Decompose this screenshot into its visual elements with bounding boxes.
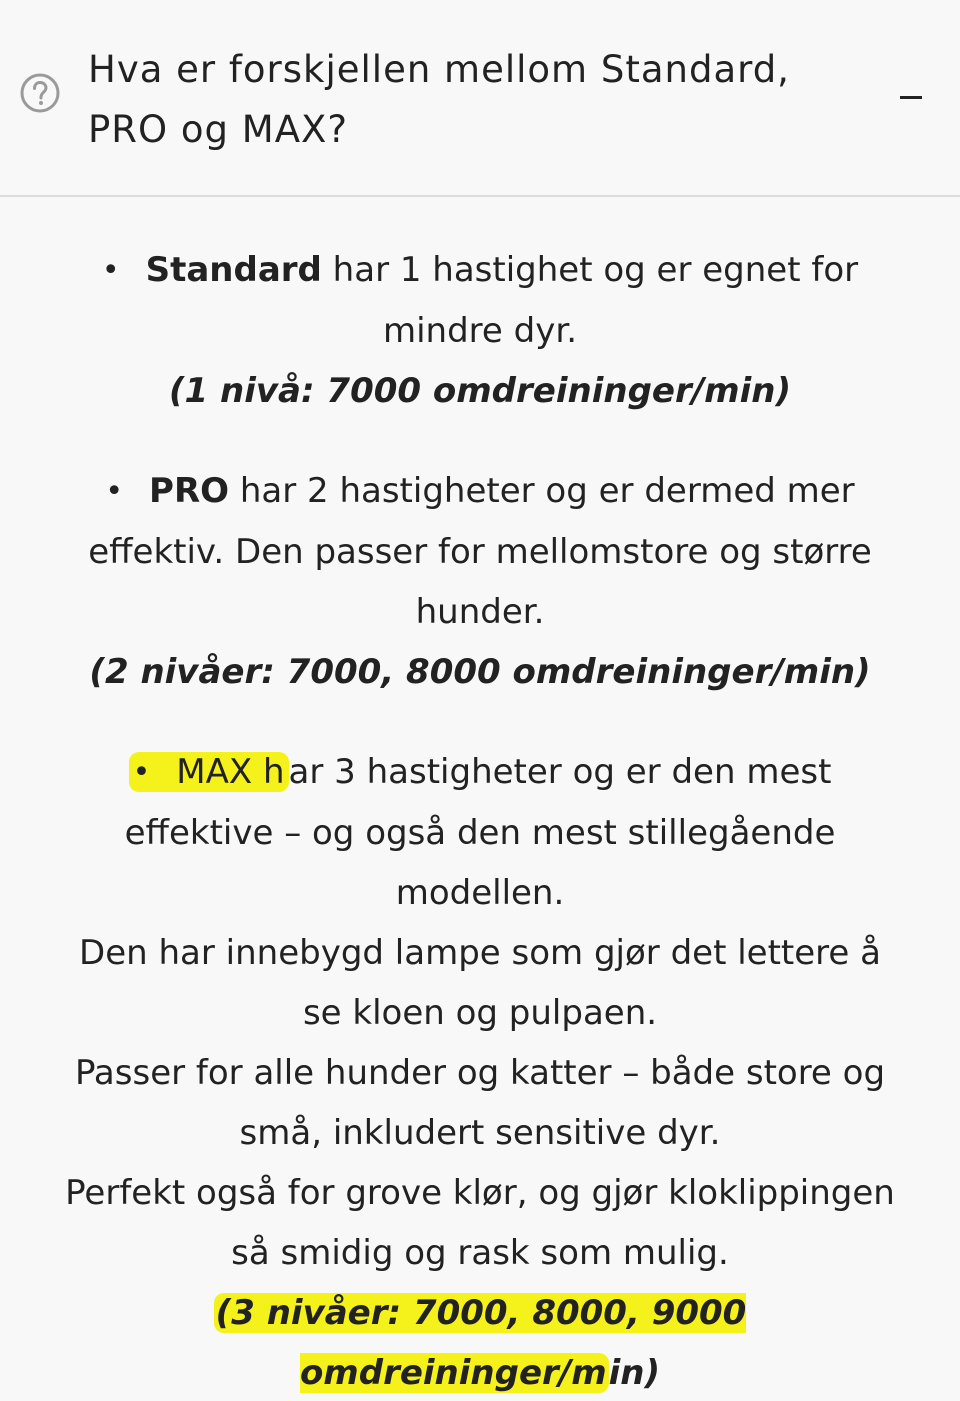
faq-answer [30, 240, 930, 1401]
max-text-4: Den har innebygd lampe som gjør det lettere å [79, 933, 881, 973]
max-text-5: se kloen og pulpaen. [302, 993, 658, 1033]
max-text-6: Passer for alle hunder og katter – både store og [74, 1053, 886, 1093]
pro-text-3: hunder. [415, 592, 545, 632]
standard-name: Standard [145, 250, 322, 290]
pro-text-2: effektiv. Den passer for mellomstore og større [88, 532, 872, 572]
bullet: • [101, 253, 120, 288]
faq-question: Hva er forskjellen mellom Standard, PRO og MAX? [88, 48, 790, 151]
max-levels [30, 1283, 930, 1401]
standard-text: har 1 hastighet og er egnet for [321, 250, 859, 290]
pro-levels: (2 nivåer: 7000, 8000 omdreininger/min) [89, 652, 871, 692]
max-text-3: modellen. [395, 873, 565, 913]
minus-icon [900, 96, 922, 99]
standard-text-2: mindre dyr. [382, 311, 578, 351]
collapse-button[interactable] [896, 80, 928, 112]
pro-text: har 2 hastigheter og er dermed mer [229, 471, 855, 511]
bullet: • [105, 474, 124, 509]
standard-levels: (1 nivå: 7000 omdreininger/min) [169, 371, 791, 411]
faq-header[interactable] [0, 0, 960, 197]
max-levels-rest: in) [608, 1353, 661, 1393]
standard-item [30, 240, 930, 301]
max-text-7: små, inkludert sensitive dyr. [239, 1113, 721, 1153]
bullet: • [132, 755, 151, 790]
max-name: MAX h [176, 752, 285, 792]
pro-item [30, 461, 930, 522]
max-item [30, 742, 930, 803]
max-text-9: så smidig og rask som mulig. [231, 1233, 729, 1273]
max-highlight [129, 752, 289, 792]
question-circle-icon [19, 72, 61, 114]
max-text: ar 3 hastigheter og er den mest [288, 752, 832, 792]
pro-name: PRO [149, 471, 230, 511]
max-text-8: Perfekt også for grove klør, og gjør kloklippingen [65, 1173, 895, 1213]
max-levels-highlight: (3 nivåer: 7000, 8000, 9000 omdreininger/m [215, 1293, 747, 1393]
max-text-2: effektive – og også den mest stillegående [124, 813, 836, 853]
